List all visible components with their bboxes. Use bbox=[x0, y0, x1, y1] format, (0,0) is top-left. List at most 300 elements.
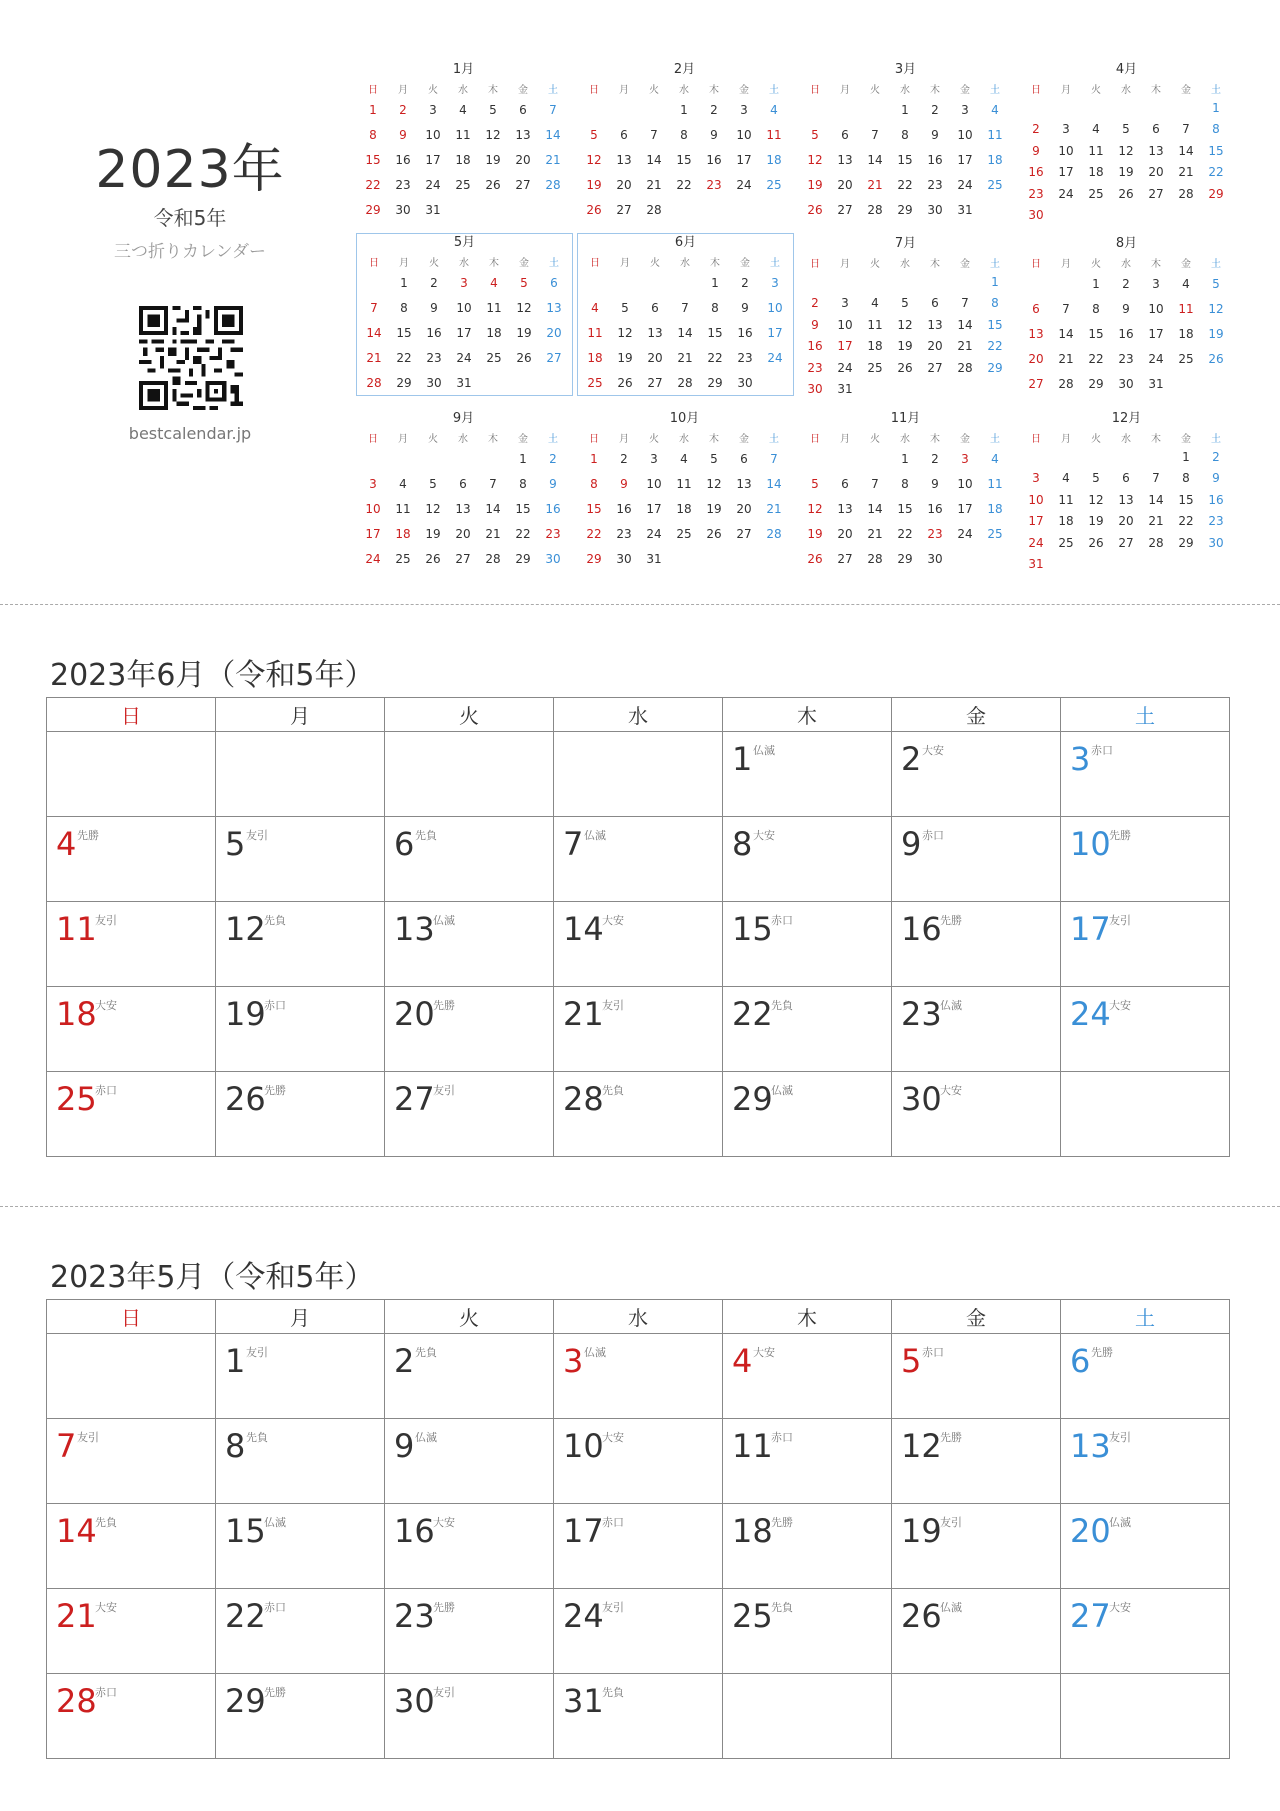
rokuyo-label: 友引 bbox=[1109, 914, 1131, 927]
mini-day: 16 bbox=[737, 325, 753, 340]
weekday-header: 木 bbox=[723, 1300, 892, 1334]
mini-day: 17 bbox=[1058, 165, 1074, 180]
day-cell bbox=[385, 1589, 554, 1674]
mini-weekday-header: 月 bbox=[1061, 258, 1071, 270]
mini-day: 24 bbox=[1148, 351, 1164, 366]
mini-day: 1 bbox=[1182, 449, 1190, 464]
rokuyo-label: 友引 bbox=[433, 1686, 455, 1699]
mini-day: 16 bbox=[927, 152, 943, 167]
day-number: 21 bbox=[56, 1597, 97, 1635]
mini-day: 4 bbox=[490, 275, 498, 290]
mini-empty-cell bbox=[538, 197, 568, 222]
day-cell bbox=[723, 817, 892, 902]
mini-day: 5 bbox=[489, 102, 497, 117]
rokuyo-label: 先勝 bbox=[433, 999, 455, 1012]
mini-day: 12 bbox=[897, 317, 913, 332]
mini-day: 14 bbox=[646, 152, 662, 167]
mini-day: 7 bbox=[370, 300, 378, 315]
mini-day: 9 bbox=[620, 476, 628, 491]
day-number: 29 bbox=[225, 1682, 266, 1720]
mini-day: 25 bbox=[395, 551, 411, 566]
mini-weekday-header: 金 bbox=[960, 433, 970, 445]
mini-day: 30 bbox=[1028, 208, 1044, 223]
mini-day: 22 bbox=[1178, 514, 1194, 529]
mini-day: 20 bbox=[1118, 514, 1134, 529]
mini-day: 24 bbox=[957, 526, 973, 541]
mini-day: 2 bbox=[549, 451, 557, 466]
year-title: 2023年 bbox=[95, 140, 285, 200]
mini-day: 3 bbox=[961, 451, 969, 466]
rokuyo-label: 友引 bbox=[95, 914, 117, 927]
mini-day: 19 bbox=[706, 501, 722, 516]
mini-empty-cell bbox=[1081, 97, 1111, 119]
mini-day: 11 bbox=[987, 127, 1003, 142]
rokuyo-label: 仏滅 bbox=[584, 829, 606, 842]
mini-day: 6 bbox=[620, 127, 628, 142]
mini-day: 29 bbox=[396, 375, 412, 390]
mini-day: 8 bbox=[991, 296, 999, 311]
mini-weekday-header: 金 bbox=[739, 433, 749, 445]
rokuyo-label: 先負 bbox=[771, 1601, 793, 1614]
mini-day: 19 bbox=[1088, 514, 1104, 529]
mini-day: 29 bbox=[1178, 535, 1194, 550]
mini-day: 12 bbox=[1118, 143, 1134, 158]
day-number: 1 bbox=[225, 1342, 246, 1380]
mini-day: 13 bbox=[1118, 492, 1134, 507]
rokuyo-label: 仏滅 bbox=[415, 1431, 437, 1444]
mini-weekday-header: 日 bbox=[369, 257, 379, 269]
mini-month-title: 8月 bbox=[1115, 236, 1138, 251]
mini-day: 11 bbox=[1178, 301, 1194, 316]
mini-day: 4 bbox=[991, 102, 999, 117]
mini-day: 9 bbox=[741, 300, 749, 315]
mini-day: 10 bbox=[456, 300, 472, 315]
day-cell bbox=[1061, 1504, 1230, 1589]
day-cell bbox=[385, 817, 554, 902]
rokuyo-label: 仏滅 bbox=[940, 999, 962, 1012]
mini-empty-cell bbox=[920, 379, 950, 401]
mini-day: 19 bbox=[425, 526, 441, 541]
mini-day: 17 bbox=[957, 501, 973, 516]
mini-day: 6 bbox=[1032, 301, 1040, 316]
day-number: 10 bbox=[1070, 825, 1111, 863]
day-cell bbox=[554, 817, 723, 902]
weekday-header: 日 bbox=[47, 1300, 216, 1334]
mini-day: 20 bbox=[1148, 165, 1164, 180]
mini-day: 5 bbox=[811, 127, 819, 142]
mini-weekday-header: 火 bbox=[429, 257, 439, 269]
mini-empty-cell bbox=[669, 546, 699, 571]
rokuyo-label: 友引 bbox=[77, 1431, 99, 1444]
mini-day: 6 bbox=[931, 296, 939, 311]
mini-day: 7 bbox=[961, 296, 969, 311]
mini-weekday-header: 水 bbox=[679, 433, 689, 445]
day-cell bbox=[216, 1072, 385, 1157]
mini-day: 23 bbox=[927, 177, 943, 192]
mini-day: 29 bbox=[1208, 186, 1224, 201]
mini-day: 7 bbox=[1182, 122, 1190, 137]
mini-weekday-header: 月 bbox=[619, 433, 629, 445]
mini-day: 23 bbox=[807, 360, 823, 375]
day-cell bbox=[723, 902, 892, 987]
day-cell bbox=[892, 1072, 1061, 1157]
mini-day: 20 bbox=[927, 339, 943, 354]
mini-day: 17 bbox=[957, 152, 973, 167]
day-number: 21 bbox=[563, 995, 604, 1033]
mini-day: 27 bbox=[1118, 535, 1134, 550]
mini-day: 15 bbox=[365, 152, 381, 167]
rokuyo-label: 先負 bbox=[602, 1686, 624, 1699]
mini-empty-cell bbox=[980, 546, 1010, 571]
mini-day: 23 bbox=[1208, 514, 1224, 529]
mini-day: 24 bbox=[1028, 535, 1044, 550]
rokuyo-label: 仏滅 bbox=[264, 1516, 286, 1529]
rokuyo-label: 先勝 bbox=[433, 1601, 455, 1614]
day-number: 13 bbox=[1070, 1427, 1111, 1465]
mini-weekday-header: 土 bbox=[1211, 258, 1221, 270]
day-number: 26 bbox=[901, 1597, 942, 1635]
mini-weekday-header: 火 bbox=[1091, 433, 1101, 445]
day-number: 12 bbox=[901, 1427, 942, 1465]
rokuyo-label: 赤口 bbox=[771, 1431, 793, 1444]
mini-day: 22 bbox=[897, 177, 913, 192]
day-cell bbox=[554, 1674, 723, 1759]
day-cell bbox=[723, 1504, 892, 1589]
mini-month-title: 11月 bbox=[890, 411, 921, 426]
mini-day: 25 bbox=[587, 375, 603, 390]
mini-day: 4 bbox=[1092, 122, 1100, 137]
mini-day: 28 bbox=[1058, 376, 1074, 391]
month-title-june: 2023年6月（令和5年） bbox=[50, 658, 375, 693]
day-cell bbox=[1061, 1419, 1230, 1504]
rokuyo-label: 友引 bbox=[246, 829, 268, 842]
mini-day: 10 bbox=[767, 300, 783, 315]
mini-day: 21 bbox=[867, 177, 883, 192]
day-cell bbox=[1061, 817, 1230, 902]
mini-day: 16 bbox=[706, 152, 722, 167]
mini-day: 4 bbox=[1182, 276, 1190, 291]
mini-empty-cell bbox=[478, 197, 508, 222]
mini-empty-cell bbox=[800, 446, 830, 471]
mini-day: 25 bbox=[676, 526, 692, 541]
mini-weekday-header: 月 bbox=[619, 84, 629, 96]
rokuyo-label: 大安 bbox=[1109, 1601, 1131, 1614]
day-number: 23 bbox=[901, 995, 942, 1033]
rokuyo-label: 友引 bbox=[433, 1084, 455, 1097]
mini-day: 18 bbox=[867, 339, 883, 354]
mini-day: 3 bbox=[961, 102, 969, 117]
mini-empty-cell bbox=[508, 197, 538, 222]
day-cell bbox=[216, 1504, 385, 1589]
mini-month-2 bbox=[577, 61, 792, 222]
mini-day: 2 bbox=[931, 451, 939, 466]
mini-day: 22 bbox=[897, 526, 913, 541]
rokuyo-label: 赤口 bbox=[264, 999, 286, 1012]
mini-day: 29 bbox=[1088, 376, 1104, 391]
rokuyo-label: 赤口 bbox=[95, 1084, 117, 1097]
day-number: 7 bbox=[56, 1427, 77, 1465]
rokuyo-label: 大安 bbox=[95, 1601, 117, 1614]
mini-weekday-header: 水 bbox=[900, 258, 910, 270]
mini-day: 28 bbox=[867, 551, 883, 566]
mini-day: 22 bbox=[987, 339, 1003, 354]
empty-cell bbox=[723, 1674, 892, 1759]
weekday-header: 金 bbox=[892, 698, 1061, 732]
empty-cell bbox=[892, 1674, 1061, 1759]
mini-empty-cell bbox=[830, 446, 860, 471]
day-number: 31 bbox=[563, 1682, 604, 1720]
era-title: 令和5年 bbox=[153, 206, 227, 230]
mini-weekday-header: 水 bbox=[680, 257, 690, 269]
mini-day: 27 bbox=[1028, 376, 1044, 391]
mini-weekday-header: 水 bbox=[900, 433, 910, 445]
day-cell bbox=[723, 732, 892, 817]
mini-day: 3 bbox=[650, 451, 658, 466]
mini-day: 20 bbox=[837, 177, 853, 192]
day-number: 30 bbox=[901, 1080, 942, 1118]
mini-day: 13 bbox=[1148, 143, 1164, 158]
mini-day: 21 bbox=[766, 501, 782, 516]
rokuyo-label: 先負 bbox=[246, 1431, 268, 1444]
mini-empty-cell bbox=[1081, 205, 1111, 227]
day-number: 10 bbox=[563, 1427, 604, 1465]
mini-day: 8 bbox=[369, 127, 377, 142]
day-number: 20 bbox=[394, 995, 435, 1033]
mini-weekday-header: 月 bbox=[1061, 433, 1071, 445]
mini-weekday-header: 木 bbox=[710, 257, 720, 269]
day-number: 4 bbox=[56, 825, 77, 863]
mini-day: 9 bbox=[710, 127, 718, 142]
mini-day: 28 bbox=[1148, 535, 1164, 550]
day-number: 15 bbox=[732, 910, 773, 948]
mini-day: 14 bbox=[766, 476, 782, 491]
rokuyo-label: 先負 bbox=[415, 829, 437, 842]
mini-day: 8 bbox=[1092, 301, 1100, 316]
mini-month-1 bbox=[356, 61, 571, 222]
day-number: 9 bbox=[394, 1427, 415, 1465]
mini-empty-cell bbox=[479, 370, 509, 395]
mini-day: 18 bbox=[587, 350, 603, 365]
day-number: 11 bbox=[56, 910, 97, 948]
mini-day: 19 bbox=[1208, 326, 1224, 341]
mini-day: 12 bbox=[1208, 301, 1224, 316]
mini-empty-cell bbox=[830, 97, 860, 122]
mini-day: 24 bbox=[646, 526, 662, 541]
empty-cell bbox=[1061, 1072, 1230, 1157]
day-number: 13 bbox=[394, 910, 435, 948]
mini-day: 5 bbox=[710, 451, 718, 466]
mini-empty-cell bbox=[860, 446, 890, 471]
mini-day: 9 bbox=[1212, 471, 1220, 486]
mini-day: 30 bbox=[395, 202, 411, 217]
mini-day: 22 bbox=[515, 526, 531, 541]
day-cell bbox=[723, 1334, 892, 1419]
day-cell bbox=[1061, 1589, 1230, 1674]
day-number: 28 bbox=[56, 1682, 97, 1720]
mini-day: 8 bbox=[901, 476, 909, 491]
mini-day: 5 bbox=[590, 127, 598, 142]
mini-day: 17 bbox=[1148, 326, 1164, 341]
mini-day: 4 bbox=[770, 102, 778, 117]
empty-cell bbox=[554, 732, 723, 817]
weekday-header: 木 bbox=[723, 698, 892, 732]
mini-day: 16 bbox=[1118, 326, 1134, 341]
mini-day: 18 bbox=[676, 501, 692, 516]
mini-day: 14 bbox=[867, 501, 883, 516]
day-cell bbox=[1061, 1334, 1230, 1419]
day-number: 2 bbox=[394, 1342, 415, 1380]
mini-day: 25 bbox=[1178, 351, 1194, 366]
mini-day: 30 bbox=[1118, 376, 1134, 391]
mini-day: 26 bbox=[1208, 351, 1224, 366]
mini-empty-cell bbox=[610, 270, 640, 295]
mini-day: 29 bbox=[987, 360, 1003, 375]
mini-day: 17 bbox=[646, 501, 662, 516]
mini-day: 12 bbox=[485, 127, 501, 142]
mini-day: 14 bbox=[1148, 492, 1164, 507]
mini-day: 14 bbox=[1058, 326, 1074, 341]
mini-empty-cell bbox=[418, 446, 448, 471]
mini-day: 3 bbox=[771, 275, 779, 290]
day-cell bbox=[554, 1504, 723, 1589]
mini-weekday-header: 日 bbox=[1031, 258, 1041, 270]
rokuyo-label: 先勝 bbox=[940, 914, 962, 927]
mini-weekday-header: 木 bbox=[930, 84, 940, 96]
mini-month-3 bbox=[798, 61, 1013, 222]
rokuyo-label: 先勝 bbox=[1091, 1346, 1113, 1359]
mini-day: 31 bbox=[1028, 557, 1044, 572]
mini-day: 27 bbox=[1148, 186, 1164, 201]
mini-weekday-header: 火 bbox=[428, 433, 438, 445]
mini-day: 4 bbox=[459, 102, 467, 117]
mini-day: 15 bbox=[515, 501, 531, 516]
mini-day: 15 bbox=[987, 317, 1003, 332]
mini-day: 25 bbox=[486, 350, 502, 365]
mini-day: 29 bbox=[365, 202, 381, 217]
mini-day: 20 bbox=[546, 325, 562, 340]
mini-empty-cell bbox=[729, 546, 759, 571]
mini-weekday-header: 月 bbox=[620, 257, 630, 269]
mini-day: 2 bbox=[931, 102, 939, 117]
mini-day: 15 bbox=[897, 152, 913, 167]
mini-day: 20 bbox=[616, 177, 632, 192]
mini-weekday-header: 土 bbox=[769, 433, 779, 445]
mini-month-title: 4月 bbox=[1115, 62, 1138, 77]
mini-day: 2 bbox=[620, 451, 628, 466]
day-number: 6 bbox=[1070, 1342, 1091, 1380]
day-cell bbox=[216, 1334, 385, 1419]
mini-month-title: 2月 bbox=[673, 62, 696, 77]
mini-day: 29 bbox=[897, 202, 913, 217]
mini-empty-cell bbox=[1051, 554, 1081, 576]
mini-empty-cell bbox=[950, 379, 980, 401]
mini-weekday-header: 火 bbox=[870, 433, 880, 445]
mini-day: 16 bbox=[927, 501, 943, 516]
day-cell bbox=[892, 1589, 1061, 1674]
mini-day: 16 bbox=[1208, 492, 1224, 507]
mini-empty-cell bbox=[860, 271, 890, 293]
day-number: 25 bbox=[732, 1597, 773, 1635]
day-cell bbox=[892, 902, 1061, 987]
mini-day: 18 bbox=[455, 152, 471, 167]
mini-empty-cell bbox=[950, 271, 980, 293]
mini-day: 20 bbox=[647, 350, 663, 365]
mini-day: 15 bbox=[586, 501, 602, 516]
mini-weekday-header: 木 bbox=[930, 433, 940, 445]
mini-empty-cell bbox=[950, 546, 980, 571]
rokuyo-label: 赤口 bbox=[771, 914, 793, 927]
mini-day: 14 bbox=[366, 325, 382, 340]
mini-day: 1 bbox=[400, 275, 408, 290]
mini-day: 2 bbox=[399, 102, 407, 117]
mini-empty-cell bbox=[1081, 446, 1111, 468]
mini-empty-cell bbox=[1141, 554, 1171, 576]
mini-weekday-header: 日 bbox=[810, 433, 820, 445]
mini-day: 22 bbox=[586, 526, 602, 541]
mini-day: 18 bbox=[987, 152, 1003, 167]
day-cell bbox=[554, 1419, 723, 1504]
day-number: 17 bbox=[1070, 910, 1111, 948]
day-cell bbox=[385, 1674, 554, 1759]
mini-day: 24 bbox=[425, 177, 441, 192]
day-number: 25 bbox=[56, 1080, 97, 1118]
mini-empty-cell bbox=[1021, 97, 1051, 119]
mini-day: 22 bbox=[365, 177, 381, 192]
mini-empty-cell bbox=[478, 446, 508, 471]
mini-day: 26 bbox=[1118, 186, 1134, 201]
day-number: 5 bbox=[901, 1342, 922, 1380]
mini-empty-cell bbox=[1201, 554, 1231, 576]
mini-day: 26 bbox=[425, 551, 441, 566]
mini-weekday-header: 火 bbox=[649, 433, 659, 445]
mini-month-8 bbox=[1019, 235, 1234, 396]
mini-day: 27 bbox=[455, 551, 471, 566]
mini-day: 28 bbox=[677, 375, 693, 390]
mini-day: 21 bbox=[957, 339, 973, 354]
mini-day: 15 bbox=[676, 152, 692, 167]
mini-day: 18 bbox=[395, 526, 411, 541]
mini-empty-cell bbox=[358, 446, 388, 471]
mini-day: 12 bbox=[617, 325, 633, 340]
mini-empty-cell bbox=[1051, 271, 1081, 296]
mini-empty-cell bbox=[579, 97, 609, 122]
mini-day: 8 bbox=[590, 476, 598, 491]
mini-empty-cell bbox=[800, 97, 830, 122]
mini-day: 21 bbox=[485, 526, 501, 541]
mini-day: 28 bbox=[646, 202, 662, 217]
mini-day: 22 bbox=[396, 350, 412, 365]
mini-day: 7 bbox=[871, 127, 879, 142]
mini-empty-cell bbox=[580, 270, 610, 295]
rokuyo-label: 大安 bbox=[753, 1346, 775, 1359]
mini-day: 21 bbox=[677, 350, 693, 365]
mini-day: 7 bbox=[871, 476, 879, 491]
mini-empty-cell bbox=[729, 197, 759, 222]
mini-weekday-header: 土 bbox=[769, 84, 779, 96]
mini-day: 1 bbox=[901, 451, 909, 466]
mini-weekday-header: 水 bbox=[1121, 258, 1131, 270]
mini-day: 3 bbox=[369, 476, 377, 491]
weekday-header: 土 bbox=[1061, 1300, 1230, 1334]
mini-day: 13 bbox=[837, 152, 853, 167]
day-number: 28 bbox=[563, 1080, 604, 1118]
mini-day: 20 bbox=[1028, 351, 1044, 366]
calendar-type-label: 三つ折りカレンダー bbox=[114, 242, 266, 262]
mini-day: 21 bbox=[545, 152, 561, 167]
mini-day: 27 bbox=[736, 526, 752, 541]
mini-weekday-header: 金 bbox=[1181, 433, 1191, 445]
mini-day: 26 bbox=[516, 350, 532, 365]
